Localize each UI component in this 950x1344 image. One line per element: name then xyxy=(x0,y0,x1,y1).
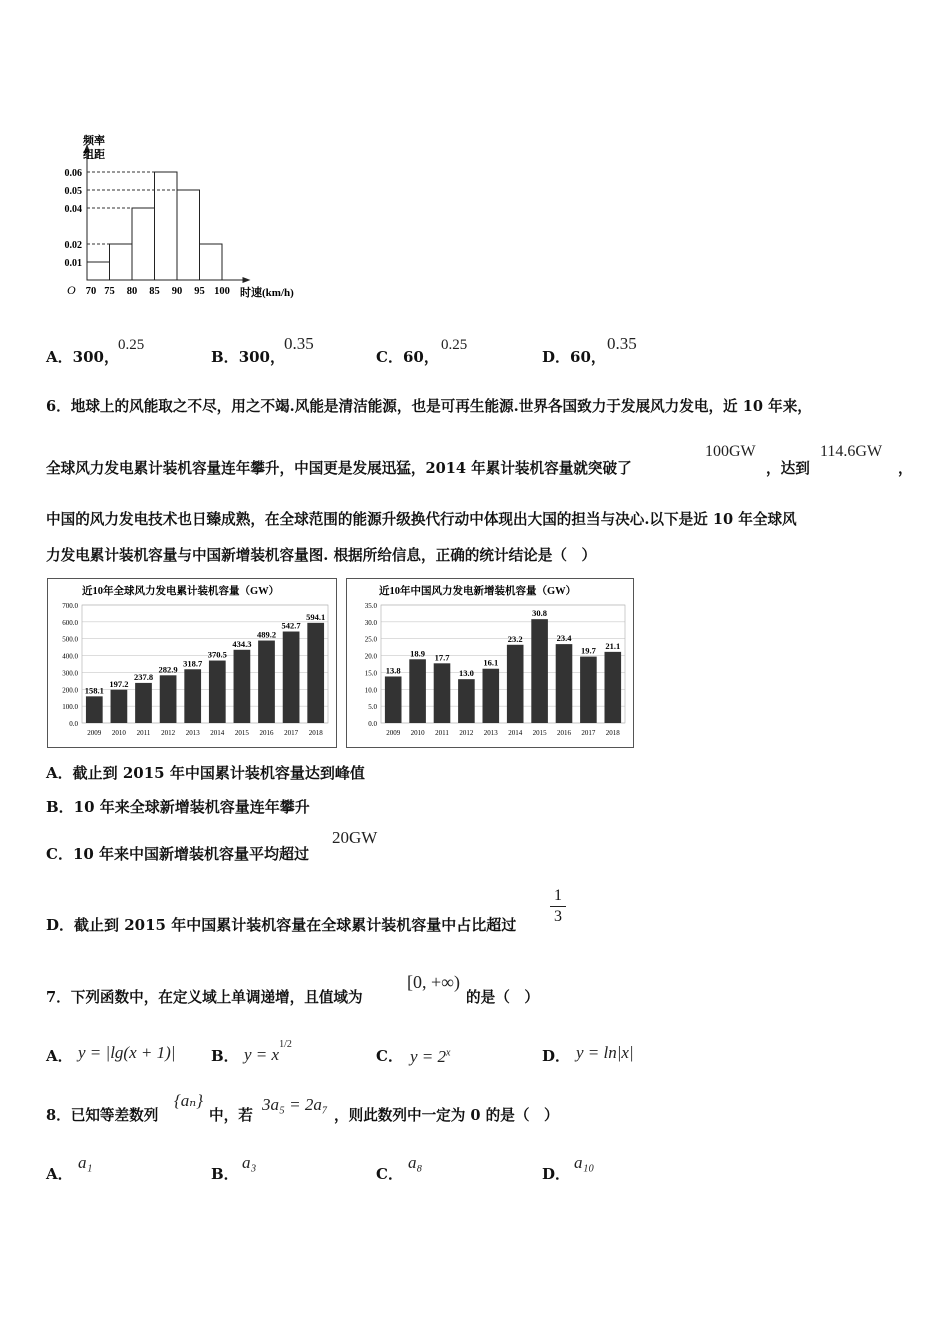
q8-option-c-term: a₈ xyxy=(408,1153,423,1172)
chart2-data-label: 18.9 xyxy=(410,648,426,659)
chart1-bar xyxy=(184,669,201,723)
q8-sequence: {aₙ} xyxy=(174,1091,203,1110)
chart1-y-tick: 600.0 xyxy=(62,618,78,627)
q8-option-a-term: a₁ xyxy=(78,1153,93,1172)
chart1-x-tick: 2014 xyxy=(210,729,225,737)
chart2-x-tick: 2010 xyxy=(410,729,425,737)
hist-bar xyxy=(200,244,223,280)
q6-option-d[interactable]: D．截止到 2015 年中国累计装机容量在全球累计装机容量中占比超过 xyxy=(46,916,517,934)
q6-line1: 6．地球上的风能取之不尽，用之不竭.风能是清洁能源，也是可再生能源.世界各国致力于发展风力发电，近 10 年来， xyxy=(46,398,812,415)
q5-option-d-val: 0.35 xyxy=(607,334,637,353)
q7-option-a-formula: y = |lg(x + 1)| xyxy=(78,1043,176,1062)
china-new-capacity-chart xyxy=(347,579,633,747)
q6-line3: 中国的风力发电技术也日臻成熟，在全球范围的能源升级换代行动中体现出大国的担当与决心.以下是近 10 年全球风 xyxy=(46,511,797,528)
q7-option-b-base: y = x xyxy=(244,1045,280,1064)
hist-x-tick: 80 xyxy=(126,286,138,297)
q5-option-d-text: 60， xyxy=(570,348,606,366)
q6-option-a[interactable]: A．截止到 2015 年中国累计装机容量达到峰值 xyxy=(46,764,365,782)
q5-option-c-text: 60， xyxy=(402,348,439,366)
q6-line2c: ， xyxy=(898,460,913,477)
fraction-denominator: 3 xyxy=(554,908,562,925)
chart2-data-label: 16.1 xyxy=(483,657,499,668)
q6-option-c-val: 20GW xyxy=(332,828,378,847)
chart2-bar xyxy=(605,652,622,723)
hist-x-tick: 90 xyxy=(171,286,183,297)
chart2-y-tick: 30.0 xyxy=(364,618,377,627)
chart2-bar xyxy=(434,663,451,723)
q7-option-d-formula: y = ln|x| xyxy=(576,1043,634,1062)
q5-option-a-letter: A． xyxy=(46,348,73,366)
hist-y-tick: 0.02 xyxy=(64,240,82,251)
q6-line4: 力发电累计装机容量与中国新增装机容量图. 根据所给信息，正确的统计结论是（ ） xyxy=(46,547,597,564)
chart1-y-tick: 500.0 xyxy=(62,635,78,644)
chart1-x-tick: 2016 xyxy=(259,729,274,737)
hist-y-tick: 0.04 xyxy=(64,204,82,215)
q5-option-b-val: 0.35 xyxy=(284,334,314,353)
chart2-x-tick: 2009 xyxy=(386,729,401,737)
chart2-x-tick: 2011 xyxy=(435,729,449,737)
fraction-one-third xyxy=(550,887,566,926)
chart1-x-tick: 2009 xyxy=(87,729,102,737)
q5-option-a-val: 0.25 xyxy=(118,337,145,353)
chart1-bar xyxy=(209,661,226,723)
chart1-data-label: 542.7 xyxy=(281,620,301,631)
chart1-x-tick: 2012 xyxy=(161,729,176,737)
q8-option-b-letter[interactable]: B． xyxy=(211,1165,239,1183)
q7-option-c-base: y = 2 xyxy=(410,1047,447,1066)
q5-option-b[interactable] xyxy=(211,346,285,367)
hist-origin: O xyxy=(67,283,76,297)
chart1-x-tick: 2011 xyxy=(136,729,151,737)
chart2-data-label: 13.0 xyxy=(458,668,474,679)
fraction-numerator: 1 xyxy=(554,887,562,904)
chart1-data-label: 370.5 xyxy=(207,649,227,660)
chart2-data-label: 23.2 xyxy=(507,633,523,644)
q5-option-d[interactable] xyxy=(542,346,606,367)
q7-option-c-formula xyxy=(410,1047,450,1067)
chart1-bar xyxy=(86,696,103,723)
chart1-bar xyxy=(111,690,128,723)
chart1-data-label: 158.1 xyxy=(84,685,104,696)
q8-option-d-letter[interactable]: D． xyxy=(542,1165,571,1183)
chart1-data-label: 318.7 xyxy=(183,658,203,669)
q6-option-c[interactable]: C．10 年来中国新增装机容量平均超过 xyxy=(46,845,310,863)
chart1-title: 近10年全球风力发电累计装机容量（GW） xyxy=(82,586,280,597)
chart2-bar xyxy=(556,644,573,723)
chart1-data-label: 237.8 xyxy=(133,671,154,682)
hist-ylabel-top: 频率 xyxy=(83,135,105,147)
q7-option-b-formula xyxy=(244,1039,292,1065)
chart2-x-tick: 2018 xyxy=(605,729,620,737)
q8-option-a-letter[interactable]: A． xyxy=(46,1165,73,1183)
q7-option-d-letter[interactable]: D． xyxy=(542,1047,571,1065)
hist-y-tick: 0.06 xyxy=(64,168,82,179)
hist-bar xyxy=(132,208,155,280)
chart2-bar xyxy=(580,657,597,723)
chart1-data-label: 282.9 xyxy=(158,664,178,675)
chart2-title: 近10年中国风力发电新增装机容量（GW） xyxy=(379,586,577,597)
q8-stem-a: 8．已知等差数列 xyxy=(46,1107,159,1124)
q6-line2a: 全球风力发电累计装机容量连年攀升，中国更是发展迅猛，2014 年累计装机容量就突破了 xyxy=(46,460,632,477)
chart1-y-tick: 200.0 xyxy=(62,686,78,695)
chart1-x-tick: 2013 xyxy=(185,729,200,737)
hist-y-tick: 0.05 xyxy=(64,186,82,197)
hist-x-tick: 70 xyxy=(85,286,97,297)
chart1-y-tick: 100.0 xyxy=(62,703,78,712)
q8-condition: 3a₅ = 2a₇ xyxy=(262,1095,328,1114)
chart2-bar xyxy=(507,645,524,723)
chart1-bar xyxy=(258,641,275,723)
q7-stem-a: 7．下列函数中，在定义域上单调递增，且值域为 xyxy=(46,989,363,1006)
q7-stem-b: 的是（ ） xyxy=(466,989,539,1006)
chart2-bar xyxy=(531,619,548,723)
chart1-data-label: 434.3 xyxy=(232,638,252,649)
chart2-data-label: 19.7 xyxy=(580,645,596,656)
hist-x-tick: 100 xyxy=(214,286,230,297)
chart2-y-tick: 15.0 xyxy=(364,669,377,678)
q5-option-c[interactable] xyxy=(376,346,439,367)
hist-x-arrow xyxy=(243,277,251,283)
china-new-capacity-chart-frame xyxy=(346,578,634,748)
hist-x-tick: 95 xyxy=(194,286,205,297)
fraction-bar xyxy=(550,906,566,907)
chart2-bar xyxy=(385,676,402,723)
q6-val-1146gw: 114.6GW xyxy=(820,443,883,460)
q8-option-b-term: a₃ xyxy=(242,1153,257,1172)
hist-bar xyxy=(110,244,133,280)
q8-stem-b: 中，若 xyxy=(209,1107,253,1124)
chart1-x-tick: 2017 xyxy=(284,729,299,737)
chart2-y-tick: 0.0 xyxy=(368,720,377,728)
chart2-bar xyxy=(483,669,500,723)
q5-option-d-letter: D． xyxy=(542,348,571,366)
chart1-x-tick: 2018 xyxy=(308,729,323,737)
q7-option-b-exp: 1/2 xyxy=(279,1039,292,1051)
chart1-y-tick: 300.0 xyxy=(62,669,78,678)
hist-x-tick: 85 xyxy=(149,286,160,297)
chart1-x-tick: 2010 xyxy=(111,729,126,737)
chart2-x-tick: 2014 xyxy=(508,729,523,737)
frequency-histogram xyxy=(55,128,315,308)
chart1-x-tick: 2015 xyxy=(234,729,249,737)
global-capacity-chart-frame xyxy=(47,578,337,748)
q6-val-100gw: 100GW xyxy=(705,443,756,460)
chart1-y-tick: 0.0 xyxy=(69,720,78,728)
hist-y-tick: 0.01 xyxy=(64,258,82,269)
q8-option-d-term: a₁₀ xyxy=(574,1153,595,1172)
q7-option-c-exp: x xyxy=(446,1047,451,1059)
chart2-x-tick: 2016 xyxy=(557,729,571,737)
q7-option-a-letter[interactable]: A． xyxy=(46,1047,73,1065)
chart2-data-label: 23.4 xyxy=(556,633,572,644)
chart2-y-tick: 10.0 xyxy=(364,686,377,695)
chart2-y-tick: 25.0 xyxy=(364,635,377,644)
chart1-data-label: 594.1 xyxy=(306,611,326,622)
q5-option-c-letter: C． xyxy=(376,348,403,366)
q5-option-a[interactable] xyxy=(46,346,119,367)
hist-x-tick: 75 xyxy=(104,286,115,297)
chart2-bar xyxy=(458,679,475,723)
hist-xlabel: 时速(km/h) xyxy=(240,287,294,299)
chart1-data-label: 489.2 xyxy=(256,629,277,640)
hist-bar xyxy=(87,262,110,280)
chart2-y-tick: 5.0 xyxy=(368,703,377,712)
q6-option-b[interactable]: B．10 年来全球新增装机容量连年攀升 xyxy=(46,798,310,816)
q8-stem-c: ，则此数列中一定为 0 的是（ ） xyxy=(334,1107,559,1124)
chart2-x-tick: 2012 xyxy=(459,729,474,737)
q6-line2b: ，达到 xyxy=(766,460,810,477)
chart2-x-tick: 2013 xyxy=(483,729,498,737)
chart2-y-tick: 20.0 xyxy=(364,652,377,661)
hist-bar xyxy=(155,172,178,280)
q7-option-b-letter[interactable]: B． xyxy=(211,1047,239,1065)
chart2-bar xyxy=(409,659,426,723)
chart2-data-label: 17.7 xyxy=(434,652,450,663)
q5-option-b-letter: B． xyxy=(211,348,239,366)
chart2-data-label: 21.1 xyxy=(605,640,621,651)
chart1-data-label: 197.2 xyxy=(109,678,129,689)
q5-option-b-text: 300， xyxy=(238,348,285,366)
chart1-bar xyxy=(307,623,324,723)
chart2-data-label: 13.8 xyxy=(385,665,401,676)
q5-option-c-val: 0.25 xyxy=(441,337,468,353)
chart2-data-label: 30.8 xyxy=(532,608,548,619)
chart1-bar xyxy=(283,632,300,723)
chart2-y-tick: 35.0 xyxy=(364,602,377,610)
q7-range: [0, +∞) xyxy=(407,972,460,992)
global-capacity-chart xyxy=(48,579,336,747)
q5-option-a-text: 300， xyxy=(72,348,119,366)
chart1-bar xyxy=(234,650,251,723)
hist-bar xyxy=(177,190,200,280)
chart2-x-tick: 2017 xyxy=(581,729,596,737)
chart1-bar xyxy=(160,675,177,723)
chart1-y-tick: 700.0 xyxy=(62,602,78,610)
q7-option-c-letter[interactable]: C． xyxy=(376,1047,403,1065)
hist-ylabel-bottom: 组距 xyxy=(83,149,105,161)
q8-option-c-letter[interactable]: C． xyxy=(376,1165,403,1183)
chart1-bar xyxy=(135,683,152,723)
chart1-y-tick: 400.0 xyxy=(62,652,78,661)
chart2-x-tick: 2015 xyxy=(532,729,547,737)
